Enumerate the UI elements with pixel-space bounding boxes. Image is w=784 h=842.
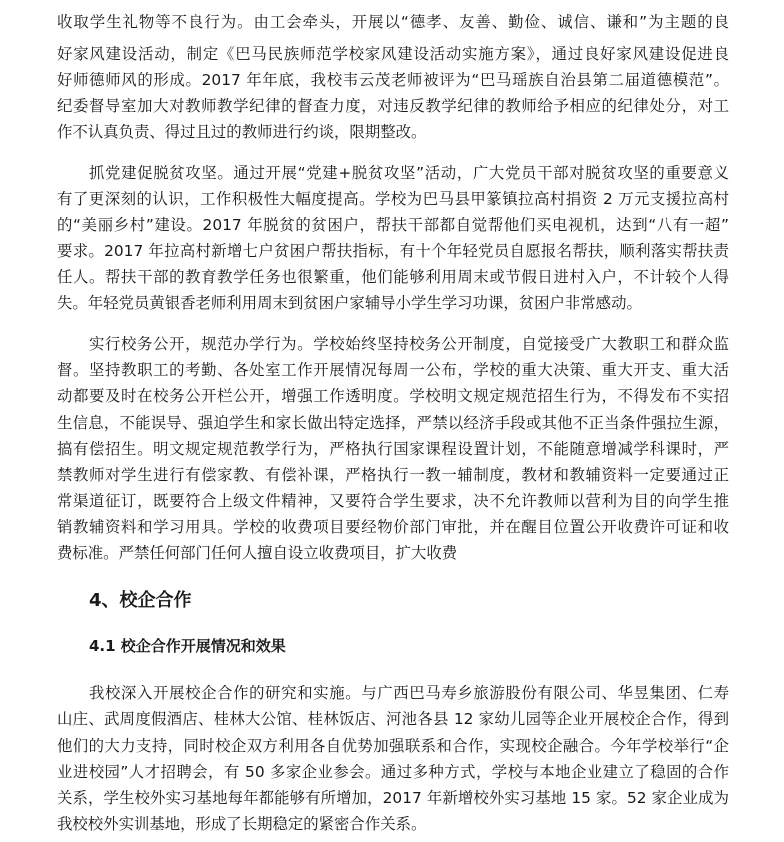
text-line: 销教辅资料和学习用具。学校的收费项目要经物价部门审批，并在醒目位置公开收费许可证和收 <box>57 518 729 536</box>
text-line: 搞有偿招生。明文规定规范教学行为，严格执行国家课程设置计划，不能随意增减学科课时，严 <box>57 440 729 458</box>
text-line: 收取学生礼物等不良行为。由工会牵头，开展以“德孝、友善、勤俭、诚信、谦和”为主题的良 <box>57 13 729 31</box>
section-heading: 4、校企合作 <box>89 590 192 611</box>
text-line: 禁教师对学生进行有偿家教、有偿补课，严格执行一教一辅制度，教材和教辅资料一定要通过正 <box>57 466 729 484</box>
text-line: 我校深入开展校企合作的研究和实施。与广西巴马寿乡旅游股份有限公司、华昱集团、仁寿 <box>89 684 729 702</box>
text-line: 我校校外实训基地，形成了长期稳定的紧密合作关系。 <box>57 815 427 833</box>
text-line: 常渠道征订，既要符合上级文件精神，又要符合学生要求，决不允许教师以营利为目的向学生推 <box>57 492 729 510</box>
text-line: 好师德师风的形成。2017 年年底，我校韦云茂老师被评为“巴马瑶族自治县第二届道德模范”。 <box>57 71 729 89</box>
text-line: 关系，学生校外实习基地每年都能够有所增加，2017 年新增校外实习基地 15 家。52 家企业成为 <box>57 789 729 807</box>
text-line: 生信息，不能误导、强迫学生和家长做出特定选择，严禁以经济手段或其他不正当条件强拉生源， <box>57 414 729 432</box>
text-line: 纪委督导室加大对教师教学纪律的督查力度，对违反教学纪律的教师给予相应的纪律处分，对工 <box>57 97 729 115</box>
text-line: 业进校园”人才招聘会，有 50 多家企业参会。通过多种方式，学校与本地企业建立了稳固的合作 <box>57 763 729 781</box>
text-line: 费标准。严禁任何部门任何人擅自设立收费项目，扩大收费 <box>57 544 458 562</box>
text-line: 要求。2017 年拉高村新增七户贫困户帮扶指标，有十个年轻党员自愿报名帮扶，顺利落实帮扶责 <box>57 242 729 260</box>
text-line: 任人。帮扶干部的教育教学任务也很繁重，他们能够利用周末或节假日进村入户，不计较个人得 <box>57 268 729 286</box>
text-line: 动都要及时在校务公开栏公开，增强工作透明度。学校明文规定规范招生行为，不得发布不实招 <box>57 387 729 405</box>
text-line: 山庄、武周度假酒店、桂林大公馆、桂林饭店、河池各县 12 家幼儿园等企业开展校企合作，得到 <box>57 710 729 728</box>
text-line: 抓党建促脱贫攻坚。通过开展“党建+脱贫攻坚”活动，广大党员干部对脱贫攻坚的重要意义 <box>89 164 729 182</box>
text-line: 失。年轻党员黄银香老师利用周末到贫困户家辅导小学生学习功课，贫困户非常感动。 <box>57 294 642 312</box>
text-line: 督。坚持教职工的考勤、各处室工作开展情况每周一公布，学校的重大决策、重大开支、重大活 <box>57 361 729 379</box>
text-line: 有了更深刻的认识，工作积极性大幅度提高。学校为巴马县甲篆镇拉高村捐资 2 万元支援拉高村 <box>57 190 729 208</box>
text-line: 的“美丽乡村”建设。2017 年脱贫的贫困户，帮扶干部都自觉帮他们买电视机，达到“八有一超” <box>57 216 729 234</box>
text-line: 实行校务公开，规范办学行为。学校始终坚持校务公开制度，自觉接受广大教职工和群众监 <box>89 335 729 353</box>
text-line: 好家风建设活动，制定《巴马民族师范学校家风建设活动实施方案》，通过良好家风建设促进良 <box>57 45 729 63</box>
subsection-heading: 4.1 校企合作开展情况和效果 <box>89 637 286 655</box>
text-line: 作不认真负责、得过且过的教师进行约谈，限期整改。 <box>57 123 427 141</box>
text-line: 他们的大力支持，同时校企双方利用各自优势加强联系和合作，实现校企融合。今年学校举行“企 <box>57 737 729 755</box>
